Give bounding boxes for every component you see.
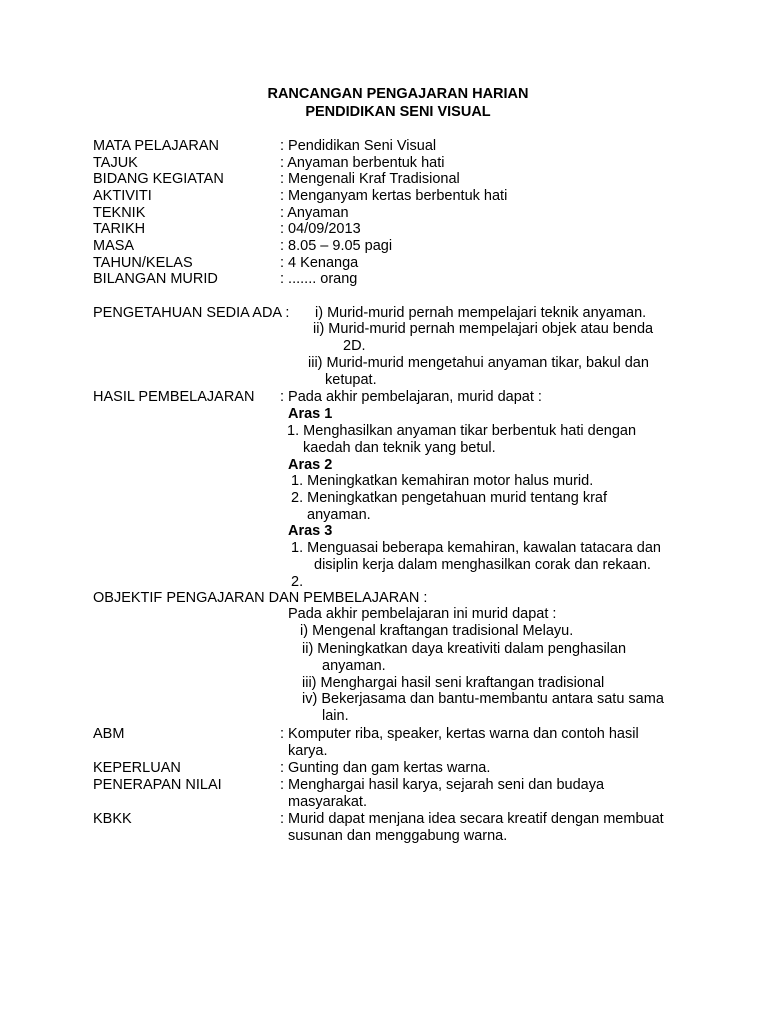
info-value: : Anyaman <box>280 205 349 221</box>
info-value: : Pendidikan Seni Visual <box>280 138 437 154</box>
list-item: 2D. <box>343 338 366 354</box>
list-item: anyaman. <box>322 658 386 674</box>
section-value: susunan dan menggabung warna. <box>288 828 508 844</box>
info-value: : 8.05 – 9.05 pagi <box>280 238 393 254</box>
list-item: iii) Menghargai hasil seni kraftangan tradisional <box>302 675 605 691</box>
list-item: disiplin kerja dalam menghasilkan corak dan rekaan. <box>314 557 651 573</box>
info-label: BIDANG KEGIATAN <box>93 171 224 187</box>
section-intro: : Pada akhir pembelajaran, murid dapat : <box>280 389 542 405</box>
section-label-nilai: PENERAPAN NILAI <box>93 777 222 793</box>
list-item: 2. <box>291 574 304 590</box>
section-label-objektif: OBJEKTIF PENGAJARAN DAN PEMBELAJARAN : <box>93 590 428 606</box>
section-value: : Komputer riba, speaker, kertas warna dan contoh hasil <box>280 726 639 742</box>
info-label: BILANGAN MURID <box>93 271 218 287</box>
info-label: TEKNIK <box>93 205 146 221</box>
info-label: AKTIVITI <box>93 188 152 204</box>
info-label: MASA <box>93 238 135 254</box>
list-item: lain. <box>322 708 349 724</box>
list-item: i) Mengenal kraftangan tradisional Melayu. <box>300 623 574 639</box>
info-value: : ....... orang <box>280 271 358 287</box>
info-value: : 4 Kenanga <box>280 255 359 271</box>
list-item: 1. Menghasilkan anyaman tikar berbentuk hati dengan <box>287 423 637 439</box>
section-label-abm: ABM <box>93 726 125 742</box>
info-label: MATA PELAJARAN <box>93 138 219 154</box>
list-item: ii) Meningkatkan daya kreativiti dalam penghasilan <box>302 641 627 657</box>
section-value: : Menghargai hasil karya, sejarah seni dan budaya <box>280 777 605 793</box>
section-value: : Murid dapat menjana idea secara kreatif dengan membuat <box>280 811 664 827</box>
section-value: masyarakat. <box>288 794 367 810</box>
info-value: : Anyaman berbentuk hati <box>280 155 445 171</box>
list-item: ketupat. <box>325 372 377 388</box>
info-value: : Mengenali Kraf Tradisional <box>280 171 460 187</box>
aras-heading: Aras 3 <box>288 523 333 539</box>
info-value: : 04/09/2013 <box>280 221 361 237</box>
section-label-kbkk: KBKK <box>93 811 132 827</box>
info-label: TAHUN/KELAS <box>93 255 193 271</box>
list-item: 1. Meningkatkan kemahiran motor halus murid. <box>291 473 594 489</box>
section-label-keperluan: KEPERLUAN <box>93 760 181 776</box>
list-item: iv) Bekerjasama dan bantu-membantu antara satu sama <box>302 691 664 707</box>
aras-heading: Aras 2 <box>288 457 333 473</box>
section-label-pengetahuan: PENGETAHUAN SEDIA ADA : <box>93 305 290 321</box>
list-item: 2. Meningkatkan pengetahuan murid tentang kraf <box>291 490 607 506</box>
section-value: : Gunting dan gam kertas warna. <box>280 760 491 776</box>
info-label: TAJUK <box>93 155 138 171</box>
document-subtitle: PENDIDIKAN SENI VISUAL <box>305 104 491 120</box>
list-item: ii) Murid-murid pernah mempelajari objek atau benda <box>313 321 654 337</box>
list-item: kaedah dan teknik yang betul. <box>303 440 496 456</box>
section-value: karya. <box>288 743 328 759</box>
document-title: RANCANGAN PENGAJARAN HARIAN <box>267 86 529 102</box>
aras-heading: Aras 1 <box>288 406 333 422</box>
list-item: anyaman. <box>307 507 371 523</box>
info-value: : Menganyam kertas berbentuk hati <box>280 188 508 204</box>
list-item: iii) Murid-murid mengetahui anyaman tikar, bakul dan <box>308 355 649 371</box>
list-item: i) Murid-murid pernah mempelajari teknik anyaman. <box>315 305 647 321</box>
list-item: 1. Menguasai beberapa kemahiran, kawalan tatacara dan <box>291 540 661 556</box>
section-intro: Pada akhir pembelajaran ini murid dapat : <box>288 606 557 622</box>
info-label: TARIKH <box>93 221 146 237</box>
section-label-hasil: HASIL PEMBELAJARAN <box>93 389 255 405</box>
